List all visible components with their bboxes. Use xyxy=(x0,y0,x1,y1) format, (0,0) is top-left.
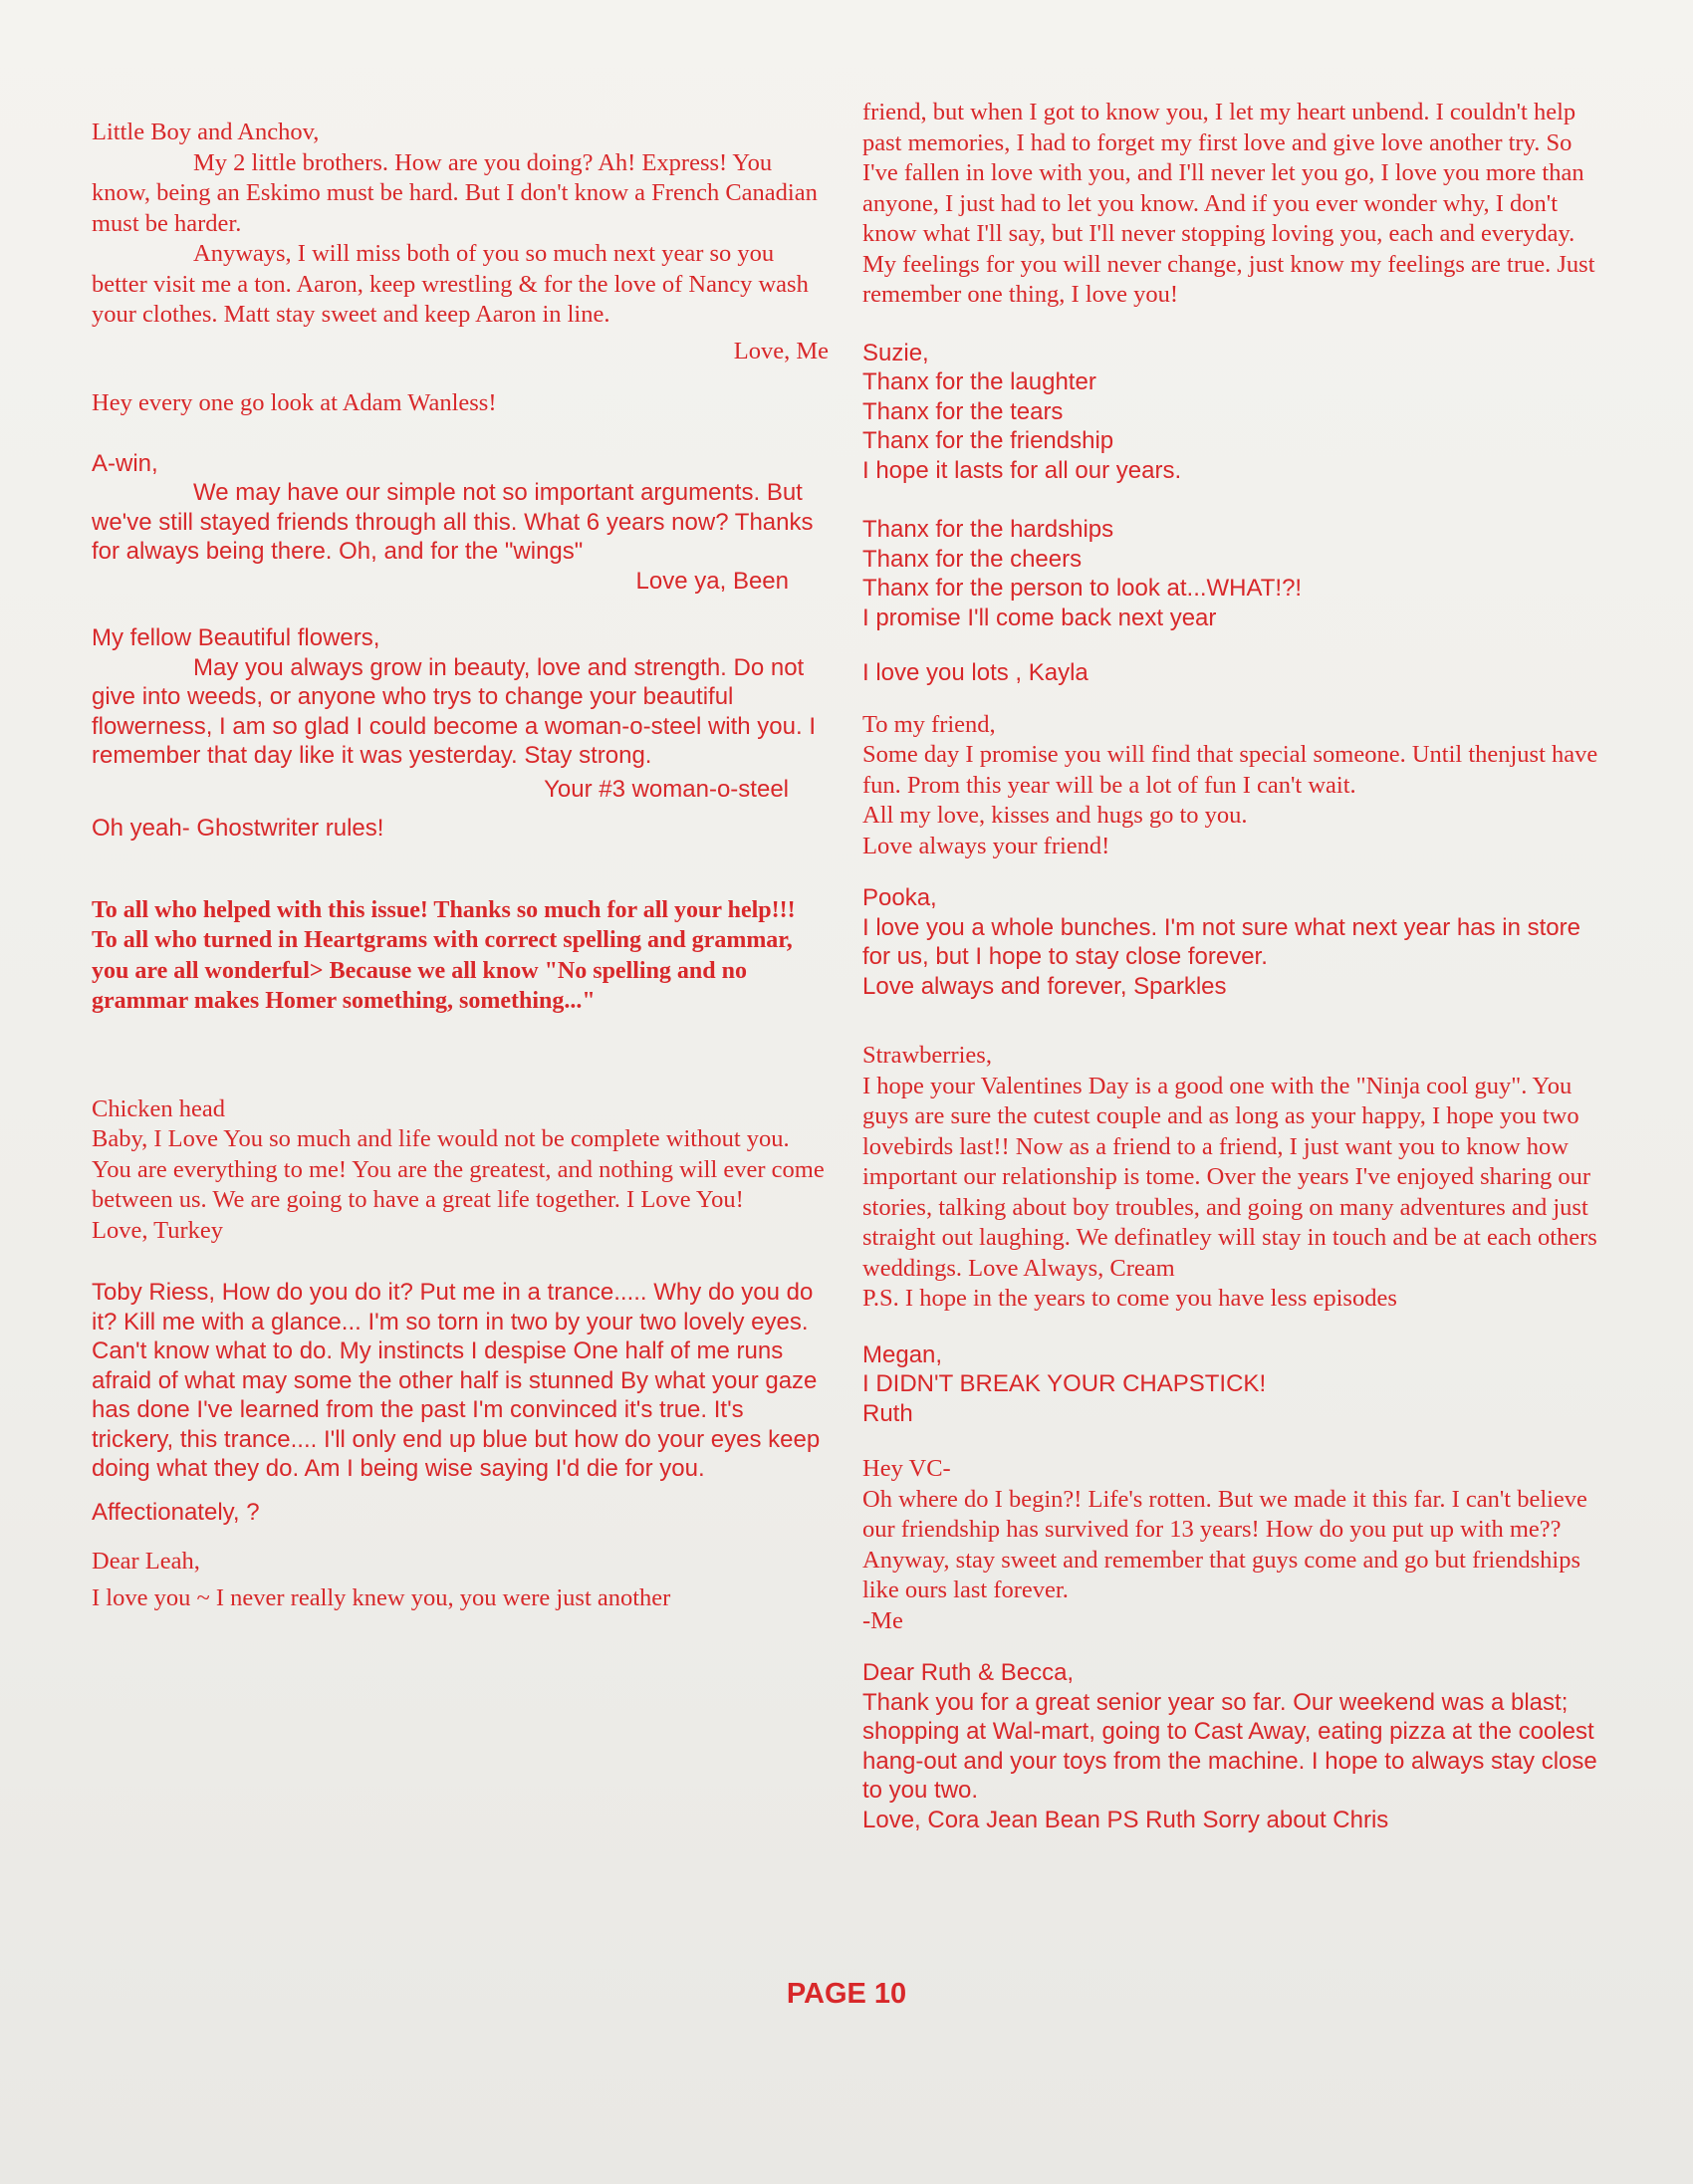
note-ps: Oh yeah- Ghostwriter rules! xyxy=(92,815,384,842)
note-leah xyxy=(92,1547,829,1613)
note-line: I promise I'll come back next year xyxy=(862,604,1217,631)
note-greeting: Chicken head xyxy=(92,1094,226,1122)
note-body: My 2 little brothers. How are you doing? Ah! Express! You know, being an Eskimo must be hard. But I don't know a French Canadian must be harder. xyxy=(92,148,818,237)
note-helpers: To all who helped with this issue! Thanks so much for all your help!!! To all who turned in Heartgrams with correct spelling and grammar, you are all wonderful> Because we all know "No spelling and no grammar makes Homer something, something..." xyxy=(92,896,796,1014)
note-greeting: Suzie, xyxy=(862,339,929,366)
note-pooka xyxy=(862,883,1599,1001)
note-signature: -Me xyxy=(862,1606,903,1634)
note-greeting: My fellow Beautiful flowers, xyxy=(92,624,380,651)
note-ps: P.S. I hope in the years to come you have less episodes xyxy=(862,1285,1397,1312)
note-chicken-head xyxy=(92,1094,829,1247)
note-line: Thanx for the person to look at...WHAT!?! xyxy=(862,575,1303,602)
note-megan xyxy=(862,1340,1599,1429)
note-signature: I love you lots , Kayla xyxy=(862,659,1088,686)
note-line: Thanx for the laughter xyxy=(862,368,1096,395)
note-greeting: Dear Ruth & Becca, xyxy=(862,1659,1075,1686)
note-signature: Love, Me xyxy=(733,337,829,364)
note-signature: Affectionately, ? xyxy=(92,1498,260,1526)
note-signature: Love always and forever, Sparkles xyxy=(862,972,1227,1000)
note-greeting: Megan, xyxy=(862,1340,943,1368)
note-line: Thanx for the cheers xyxy=(862,545,1083,573)
left-column xyxy=(92,118,829,1613)
note-signature: Ruth xyxy=(862,1399,913,1427)
note-awin xyxy=(92,449,829,597)
note-body: I love you ~ I never really knew you, you were just another xyxy=(92,1583,671,1611)
note-leah-continued: friend, but when I got to know you, I let my heart unbend. I couldn't help past memories, I had to forget my first love and give love another try. So I've fallen in love with you, and I'll never let you go, I love you more than anyone, I just had to let you know. And if you ever wonder why, I don't know what I'll say, but I'll never stopping loving you, each and everyday. My feelings for you will never change, just know my feelings are true. Just remember one thing, I love you! xyxy=(862,99,1595,308)
note-signature: Love ya, Been xyxy=(635,567,789,595)
right-column xyxy=(862,98,1599,1834)
note-body: I love you a whole bunches. I'm not sure what next year has in store for us, but I hope to stay close forever. xyxy=(862,913,1580,970)
page-number: PAGE 10 xyxy=(786,1978,907,2010)
note-body: Oh where do I begin?! Life's rotten. But we made it this far. I can't believe our friendship has survived for 13 years! How do you put up with me?? Anyway, stay sweet and remember that guys come and go but friendships like ours last forever. xyxy=(862,1485,1587,1603)
note-body: Toby Riess, How do you do it? Put me in a trance..... Why do you do it? Kill me with a glance... I'm so torn in two by your two lovely eyes. Can't know what to do. My instincts I despise One half of me runs afraid of what may some the other half is stunned By what your gaze has done I've learned from the past I'm convinced it's true. It's trickery, this trance.... I'll only end up blue but how do your eyes keep doing what they do. Am I being wise saying I'd die for you. xyxy=(92,1279,821,1482)
note-greeting: To my friend, xyxy=(862,710,996,738)
note-body: We may have our simple not so important arguments. But we've still stayed friends through all this. What 6 years now? Thanks for always being there. Oh, and for the "wings" xyxy=(92,479,814,565)
note-body: Some day I promise you will find that special someone. Until thenjust have fun. Prom this year will be a lot of fun I can't wait. xyxy=(862,741,1598,799)
note-my-friend xyxy=(862,710,1599,862)
note-signature: Love always your friend! xyxy=(862,832,1110,859)
note-line: Thanx for the tears xyxy=(862,397,1064,425)
note-line: All my love, kisses and hugs go to you. xyxy=(862,802,1248,829)
note-line: Thanx for the friendship xyxy=(862,427,1114,454)
note-body: Anyways, I will miss both of you so much next year so you better visit me a ton. Aaron, keep wrestling & for the love of Nancy wash your clothes. Matt stay sweet and keep Aaron in line. xyxy=(92,240,809,328)
note-line: I hope it lasts for all our years. xyxy=(862,456,1182,484)
note-body: Thank you for a great senior year so far. Our weekend was a blast; shopping at Wal-mart, going to Cast Away, eating pizza at the coolest hang-out and your toys from the machine. I hope to always stay close to you two. xyxy=(862,1688,1597,1804)
note-greeting: Pooka, xyxy=(862,884,937,911)
note-body: Baby, I Love You so much and life would not be complete without you. You are everything to me! You are the greatest, and nothing will ever come between us. We are going to have a great life together. I Love You! xyxy=(92,1125,825,1213)
note-line: Thanx for the hardships xyxy=(862,516,1114,543)
note-adam: Hey every one go look at Adam Wanless! xyxy=(92,389,497,416)
note-body: I hope your Valentines Day is a good one with the "Ninja cool guy". You guys are sure the cutest couple and as long as your happy, I hope you two lovebirds last!! Now as a friend to a friend, I just want you to know how important our relationship is tome. Over the years I've enjoyed sharing our stories, talking about boy troubles, and going on many adventures and just straight out laughing. We definatley will stay in touch and be at each others weddings. Love Always, Cream xyxy=(862,1072,1597,1282)
note-signature: Love, Cora Jean Bean PS Ruth Sorry about Chris xyxy=(862,1806,1389,1833)
note-greeting: Little Boy and Anchov, xyxy=(92,119,320,145)
note-little-boy xyxy=(92,118,829,366)
note-signature: Your #3 woman-o-steel xyxy=(544,775,789,803)
note-greeting: Dear Leah, xyxy=(92,1548,200,1575)
note-greeting: A-win, xyxy=(92,449,158,477)
note-suzie xyxy=(862,339,1599,688)
note-ruth-becca xyxy=(862,1658,1599,1834)
note-flowers xyxy=(92,623,829,844)
note-greeting: Strawberries, xyxy=(862,1042,992,1069)
note-greeting: Hey VC- xyxy=(862,1455,951,1482)
note-body: May you always grow in beauty, love and strength. Do not give into weeds, or anyone who trys to change your beautiful flowerness, I am so glad I could become a woman-o-steel with you. I remember that day like it was yesterday. Stay strong. xyxy=(92,653,817,769)
note-signature: Love, Turkey xyxy=(92,1216,224,1244)
note-body: I DIDN'T BREAK YOUR CHAPSTICK! xyxy=(862,1370,1267,1397)
note-vc xyxy=(862,1454,1599,1636)
note-toby xyxy=(92,1278,829,1527)
note-strawberries xyxy=(862,1041,1599,1315)
